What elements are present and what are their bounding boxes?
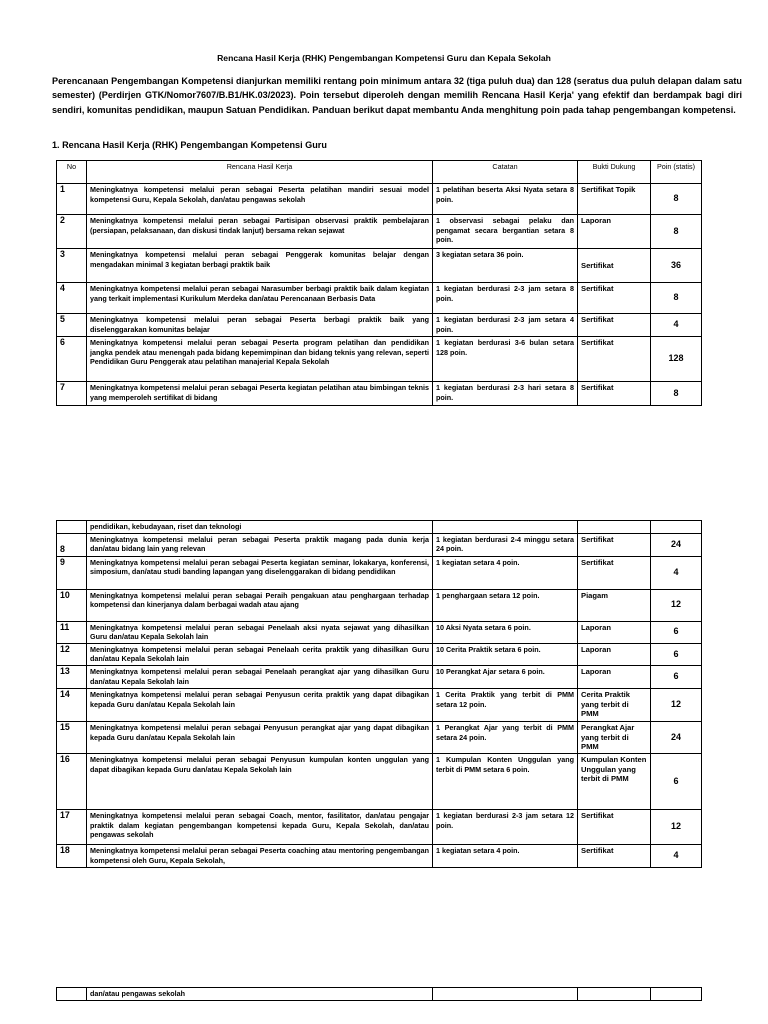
catatan-text: 1 observasi sebagai pelaku dan pengamat secara bergantian setara 8 poin.	[433, 215, 578, 249]
row-number: 7	[57, 382, 87, 406]
catatan-text: 10 Perangkat Ajar setara 6 poin.	[433, 665, 578, 688]
table-row	[57, 215, 702, 249]
bukti-dukung: Sertifikat	[578, 844, 651, 867]
poin-value: 128	[651, 337, 702, 382]
poin-value: 12	[651, 589, 702, 621]
table-row	[57, 337, 702, 382]
rhk-text: Meningkatnya kompetensi melalui peran sebagai Partisipan observasi praktik pembelajaran (persiapan, pelaksanaan, dan diskusi tindak lanjut) bersama rekan sejawat	[87, 215, 433, 249]
continuation-text: dan/atau pengawas sekolah	[87, 988, 433, 1001]
bukti-dukung: Sertifikat	[578, 533, 651, 556]
row-number: 6	[57, 337, 87, 382]
poin-value: 36	[651, 249, 702, 283]
bukti-dukung: Sertifikat	[578, 337, 651, 382]
poin-value: 4	[651, 314, 702, 337]
bukti-dukung: Kumpulan Konten Unggulan yang terbit di PMM	[578, 753, 651, 809]
table-row	[57, 556, 702, 589]
table-cell-empty	[651, 521, 702, 534]
table-row	[57, 314, 702, 337]
table-row	[57, 844, 702, 867]
poin-value: 6	[651, 643, 702, 665]
table-cell-empty	[651, 988, 702, 1001]
table-row	[57, 688, 702, 721]
row-number: 16	[57, 753, 87, 809]
row-number: 11	[57, 621, 87, 643]
table-body-part-1	[57, 184, 702, 406]
bukti-dukung: Sertifikat	[578, 809, 651, 844]
rhk-text: Meningkatnya kompetensi melalui peran sebagai Penelaah aksi nyata sejawat yang dihasilkan Guru dan/atau Kepala Sekolah lain	[87, 621, 433, 643]
rhk-table-part-2	[56, 520, 702, 868]
rhk-text: Meningkatnya kompetensi melalui peran sebagai Peserta berbagi praktik baik yang diselenggarakan komunitas belajar	[87, 314, 433, 337]
bukti-dukung: Laporan	[578, 643, 651, 665]
table-row	[57, 665, 702, 688]
document-title: Rencana Hasil Kerja (RHK) Pengembangan Kompetensi Guru dan Kepala Sekolah	[217, 53, 551, 63]
rhk-text: Meningkatnya kompetensi melalui peran sebagai Peserta pelatihan mandiri sesuai model kompetensi Guru, Kepala Sekolah, dan/atau pengawas sekolah	[87, 184, 433, 215]
row-number: 13	[57, 665, 87, 688]
bukti-dukung: Laporan	[578, 215, 651, 249]
poin-value: 4	[651, 844, 702, 867]
table-cell-empty	[578, 988, 651, 1001]
catatan-text: 1 kegiatan setara 4 poin.	[433, 844, 578, 867]
catatan-text: 1 kegiatan berdurasi 2-4 minggu setara 24 poin.	[433, 533, 578, 556]
bukti-dukung: Sertifikat	[578, 382, 651, 406]
continuation-text: pendidikan, kebudayaan, riset dan teknologi	[87, 521, 433, 534]
rhk-text: Meningkatnya kompetensi melalui peran sebagai Penelaah cerita praktik yang dihasilkan Guru dan/atau Kepala Sekolah lain	[87, 643, 433, 665]
poin-value: 4	[651, 556, 702, 589]
row-number: 10	[57, 589, 87, 621]
catatan-text: 1 kegiatan berdurasi 3-6 bulan setara 128 poin.	[433, 337, 578, 382]
rhk-text: Meningkatnya kompetensi melalui peran sebagai Peserta program pelatihan dan pendidikan jangka pendek atau menengah pada bidang kepemimpinan dan bidang teknis yang relevan, seperti Pendidikan Guru Penggerak atau pelatihan manajerial Kepala Sekolah	[87, 337, 433, 382]
row-number: 3	[57, 249, 87, 283]
row-number: 18	[57, 844, 87, 867]
bukti-dukung: Cerita Praktik yang terbit di PMM	[578, 688, 651, 721]
continuation-row	[57, 988, 702, 1001]
catatan-text: 1 pelatihan beserta Aksi Nyata setara 8 poin.	[433, 184, 578, 215]
header-no: No	[57, 161, 87, 184]
catatan-text: 1 Perangkat Ajar yang terbit di PMM setara 24 poin.	[433, 721, 578, 753]
poin-value: 8	[651, 215, 702, 249]
rhk-text: Meningkatnya kompetensi melalui peran sebagai Peserta kegiatan seminar, lokakarya, konferensi, simposium, dan/atau studi banding lapangan yang diselenggarakan di bidang pendidikan	[87, 556, 433, 589]
rhk-table-part-1	[56, 160, 702, 406]
poin-value: 12	[651, 688, 702, 721]
rhk-text: Meningkatnya kompetensi melalui peran sebagai Penyusun cerita praktik yang dapat dibagikan kepada Guru dan/atau Kepala Sekolah lain	[87, 688, 433, 721]
rhk-table-part-3	[56, 987, 702, 1001]
rhk-text: Meningkatnya kompetensi melalui peran sebagai Penggerak komunitas belajar dengan mengadakan minimal 3 kegiatan berbagi praktik baik	[87, 249, 433, 283]
table-row	[57, 721, 702, 753]
table-row	[57, 589, 702, 621]
bukti-dukung: Sertifikat Topik	[578, 184, 651, 215]
rhk-text: Meningkatnya kompetensi melalui peran sebagai Peserta kegiatan pelatihan atau bimbingan teknis yang memperoleh sertifikat di bidang	[87, 382, 433, 406]
catatan-text: 1 kegiatan berdurasi 2-3 jam setara 4 poin.	[433, 314, 578, 337]
row-number: 8	[57, 533, 87, 556]
poin-value: 24	[651, 721, 702, 753]
bukti-dukung: Sertifikat	[578, 249, 651, 283]
catatan-text: 10 Aksi Nyata setara 6 poin.	[433, 621, 578, 643]
poin-value: 6	[651, 753, 702, 809]
catatan-text: 1 kegiatan berdurasi 2-3 jam setara 12 poin.	[433, 809, 578, 844]
table-row	[57, 382, 702, 406]
row-number: 9	[57, 556, 87, 589]
poin-value: 8	[651, 283, 702, 314]
rhk-text: Meningkatnya kompetensi melalui peran sebagai Penyusun perangkat ajar yang dapat dibagikan kepada Guru dan/atau Kepala Sekolah lain	[87, 721, 433, 753]
catatan-text: 10 Cerita Praktik setara 6 poin.	[433, 643, 578, 665]
table-row	[57, 621, 702, 643]
poin-value: 24	[651, 533, 702, 556]
bukti-dukung: Sertifikat	[578, 556, 651, 589]
table-row	[57, 643, 702, 665]
row-number: 2	[57, 215, 87, 249]
row-number: 14	[57, 688, 87, 721]
table-row	[57, 809, 702, 844]
table-row	[57, 283, 702, 314]
row-number: 1	[57, 184, 87, 215]
section-heading: 1. Rencana Hasil Kerja (RHK) Pengembangan Kompetensi Guru	[52, 140, 327, 150]
catatan-text: 1 penghargaan setara 12 poin.	[433, 589, 578, 621]
bukti-dukung: Laporan	[578, 621, 651, 643]
poin-value: 8	[651, 382, 702, 406]
table-cell-empty	[57, 988, 87, 1001]
row-number: 5	[57, 314, 87, 337]
header-bukti: Bukti Dukung	[578, 161, 651, 184]
table-cell-empty	[433, 988, 578, 1001]
intro-paragraph: Perencanaan Pengembangan Kompetensi dianjurkan memiliki rentang poin minimum antara 32 (tiga puluh dua) dan 128 (seratus dua puluh delapan dalam satu semester) (Perdirjen GTK/Nomor7607/B.B1/HK.03/2023). Poin tersebut diperoleh dengan memilih Rencana Hasil Kerja' yang efektif dan berdampak bagi diri sendiri, komunitas pendidikan, maupun Satuan Pendidikan. Panduan berikut dapat membantu Anda menghitung poin pada tahap pengembangan kompetensi.	[52, 76, 742, 115]
continuation-row	[57, 521, 702, 534]
header-poin: Poin (statis)	[651, 161, 702, 184]
catatan-text: 1 Kumpulan Konten Unggulan yang terbit di PMM setara 6 poin.	[433, 753, 578, 809]
bukti-dukung: Perangkat Ajar yang terbit di PMM	[578, 721, 651, 753]
table-cell-empty	[57, 521, 87, 534]
table-row	[57, 249, 702, 283]
catatan-text: 1 Cerita Praktik yang terbit di PMM setara 12 poin.	[433, 688, 578, 721]
poin-value: 6	[651, 621, 702, 643]
bukti-dukung: Laporan	[578, 665, 651, 688]
table-row	[57, 184, 702, 215]
rhk-text: Meningkatnya kompetensi melalui peran sebagai Coach, mentor, fasilitator, dan/atau pengajar praktik dalam kegiatan pengembangan kompetensi kepada Guru, Kepala Sekolah, dan/atau pengawas sekolah	[87, 809, 433, 844]
rhk-text: Meningkatnya kompetensi melalui peran sebagai Peserta praktik magang pada dunia kerja dan/atau bidang lain yang relevan	[87, 533, 433, 556]
row-number: 4	[57, 283, 87, 314]
poin-value: 12	[651, 809, 702, 844]
header-rhk: Rencana Hasil Kerja	[87, 161, 433, 184]
rhk-text: Meningkatnya kompetensi melalui peran sebagai Narasumber berbagi praktik baik dalam kegiatan yang terkait implementasi Kurikulum Merdeka dan/atau Perencanaan Berbasis Data	[87, 283, 433, 314]
bukti-dukung: Piagam	[578, 589, 651, 621]
rhk-text: Meningkatnya kompetensi melalui peran sebagai Penelaah perangkat ajar yang dihasilkan Guru dan/atau Kepala Sekolah lain	[87, 665, 433, 688]
table-body-part-2	[57, 533, 702, 867]
poin-value: 8	[651, 184, 702, 215]
table-row	[57, 533, 702, 556]
catatan-text: 1 kegiatan berdurasi 2-3 hari setara 8 poin.	[433, 382, 578, 406]
catatan-text: 1 kegiatan setara 4 poin.	[433, 556, 578, 589]
table-header-row	[57, 161, 702, 184]
poin-value: 6	[651, 665, 702, 688]
rhk-text: Meningkatnya kompetensi melalui peran sebagai Peserta coaching atau mentoring pengembangan kompetensi oleh Guru, Kepala Sekolah,	[87, 844, 433, 867]
bukti-dukung: Sertifikat	[578, 283, 651, 314]
table-cell-empty	[578, 521, 651, 534]
row-number: 17	[57, 809, 87, 844]
row-number: 15	[57, 721, 87, 753]
bukti-dukung: Sertifikat	[578, 314, 651, 337]
catatan-text: 1 kegiatan berdurasi 2-3 jam setara 8 poin.	[433, 283, 578, 314]
rhk-text: Meningkatnya kompetensi melalui peran sebagai Peraih pengakuan atau penghargaan terhadap kompetensi dan kinerjanya dalam berbagai wadah atau ajang	[87, 589, 433, 621]
catatan-text: 3 kegiatan setara 36 poin.	[433, 249, 578, 283]
table-cell-empty	[433, 521, 578, 534]
rhk-text: Meningkatnya kompetensi melalui peran sebagai Penyusun kumpulan konten unggulan yang dapat dibagikan kepada Guru dan/atau Kepala Sekolah lain	[87, 753, 433, 809]
table-row	[57, 753, 702, 809]
header-catatan: Catatan	[433, 161, 578, 184]
row-number: 12	[57, 643, 87, 665]
